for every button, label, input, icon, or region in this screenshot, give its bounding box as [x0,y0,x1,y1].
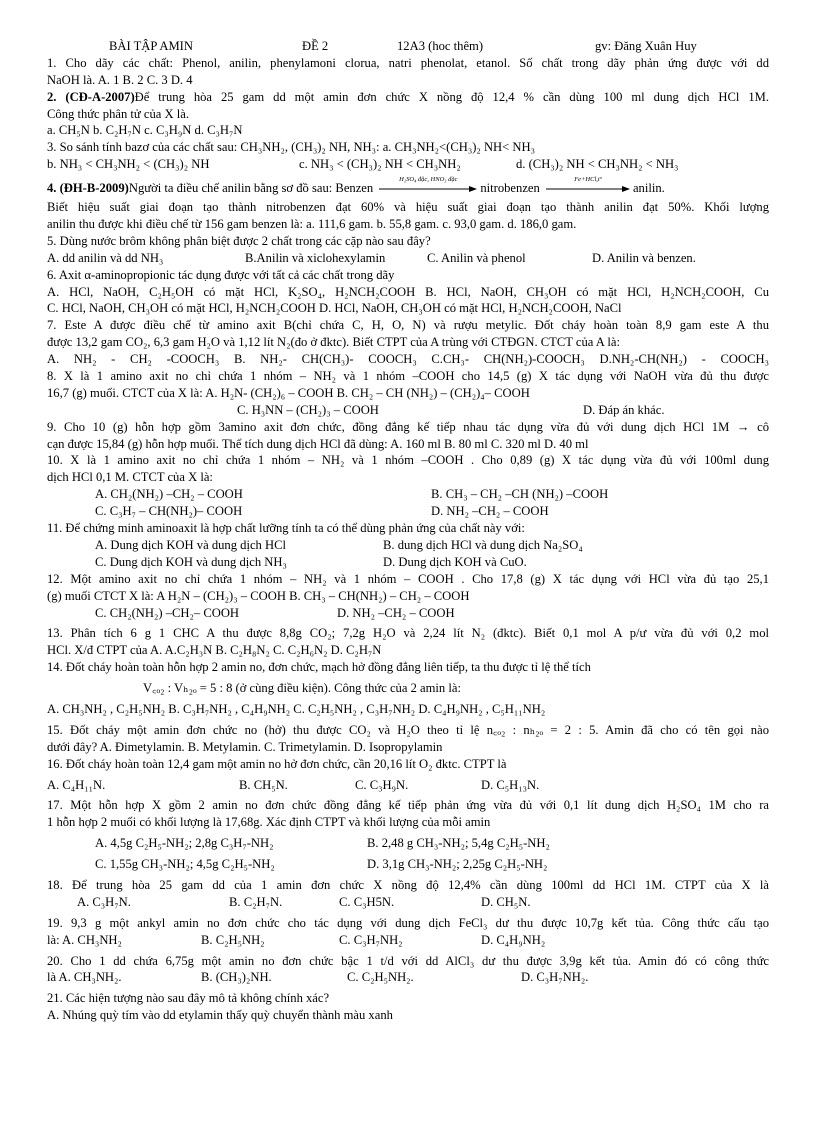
answer-option: C. C₃H₇ – CH(NH₂)– COOH [95,504,243,519]
answer-line: a. CH₅N b. C₂H₇N c. C₃H₉N d. C₃H₇N [47,123,243,138]
question-line: 17. Một hỗn hợp X gồm 2 amin no đơn chức đồng đẳng kế tiếp phản ứng vừa đủ với 0,1 lít dung dịch H₂SO₄ 1M cho ra [47,798,769,813]
exam-source-tag: 4. (ĐH-B-2009) [47,181,129,196]
answer-line [47,156,769,173]
question-line: 10. X là 1 amino axit no chỉ chứa 1 nhóm – NH₂ và 1 nhóm –COOH . Cho 0,89 (g) X tác dụng vừa đủ với 100ml dung [47,453,769,468]
exam-source-tag: 2. (CĐ-A-2007) [47,89,135,104]
question-line: V꜀ₒ₂ : Vₕ₂ₒ = 5 : 8 (ở cùng điều kiện). Công thức của 2 amin là: [143,681,461,696]
question-line: 8. X là 1 amino axit no chỉ chứa 1 nhóm – NH₂ và 1 nhóm –COOH cho 14,5 (g) X tác dụng với NaOH vừa đủ thu được [47,369,769,384]
answer-line: A. Nhúng quỳ tím vào dd etylamin thấy quỳ chuyển thành màu xanh [47,1008,393,1023]
answer-option: A. C₄H₁₁N. [47,777,106,792]
answer-option: B. 2,48 g CH₃-NH₂; 5,4g C₂H₅-NH₂ [367,836,550,851]
answer-line [47,856,769,873]
reaction-product: nitrobenzen [480,181,540,196]
answer-option: A. 4,5g C₂H₅-NH₂; 2,8g C₃H₇-NH₂ [95,836,274,851]
question-line: 6. Axit α-aminopropionic tác dụng được với tất cả các chất trong dãy [47,267,395,282]
answer-option: D. NH₂ –CH₂ – COOH [431,504,549,519]
answer-option: B. CH₅N. [239,777,288,792]
answer-line: A. CH₃NH₂ , C₂H₅NH₂ B. C₃H₇NH₂ , C₄H₉NH₂ C. C₂H₅NH₂ , C₃H₇NH₂ D. C₄H₉NH₂ , C₅H₁₁NH₂ [47,701,546,716]
answer-option: D. C₅H₁₃N. [481,777,540,792]
answer-line: A. NH₂ - CH₂ -COOCH₃ B. NH₂- CH(CH₃)- COOCH₃ C.CH₃- CH(NH₂)-COOCH₃ D.NH₂-CH(NH₂) - COOCH₃ [47,352,769,367]
question-line: 11. Để chứng minh aminoaxit là hợp chất lưỡng tính ta có thể dùng phản ứng của chất này với: [47,521,525,536]
answer-option: là: A. CH₃NH₂ [47,932,122,947]
class-name: 12A3 (hoc thêm) [397,39,484,53]
answer-line [47,554,769,571]
answer-line: A. HCl, NaOH, C₂H₅OH có mặt HCl, K₂SO₄, H₂NCH₂COOH B. HCl, NaOH, CH₃OH có mặt HCl, H₂NCH₂COOH, Cu [47,284,769,299]
question-line: 15. Đốt cháy một amin đơn chức no (hở) thu được CO₂ và H₂O theo tỉ lệ n꜀ₒ₂ : nₕ₂ₒ = 2 : 5. Amin đã cho có tên gọi nào [47,722,769,737]
answer-option: B. C₂H₇N. [229,894,283,909]
answer-option: C. CH₂(NH₂) –CH₂– COOH [95,605,240,620]
worksheet-header [47,38,769,55]
answer-line [47,503,769,520]
question-line [47,177,769,199]
answer-option: C. C₂H₅NH₂. [347,970,414,985]
answer-option: C. C₃H5N. [339,894,395,909]
answer-line [47,969,769,986]
answer-option: B. C₂H₅NH₂ [201,932,265,947]
question-line [47,89,769,106]
answer-line [47,250,769,267]
answer-option: C. H₃NN – (CH₂)₃ – COOH [237,402,379,417]
answer-line [47,777,769,794]
worksheet-title: BÀI TẬP AMIN [109,39,193,53]
answer-option: C. Anilin và phenol [427,250,526,265]
answer-option: D. CH₅N. [481,894,531,909]
question-line: 16. Đốt cháy hoàn toàn 12,4 gam một amin no hở đơn chức, cần 20,16 lít O₂ đktc. CTPT là [47,756,507,771]
answer-option: B. dung dịch HCl và dung dịch Na₂SO₄ [383,537,583,552]
answer-option: C. Dung dịch KOH và dung dịch NH₃ [95,554,287,569]
question-line: 19. 9,3 g một ankyl amin no đơn chức cho tác dụng với dung dịch FeCl₃ dư thu được 10,7g kết tủa. Công thức cấu tạo [47,915,769,930]
question-line: anilin thu được khi điều chế từ 156 gam benzen là: a. 111,6 gam. b. 55,8 gam. c. 93,0 gam. d. 186,0 gam. [47,217,577,232]
question-text: Người ta điều chế anilin bằng sơ đồ sau: Benzen [128,181,374,196]
answer-line [47,835,769,852]
answer-option: A. dd anilin và dd NH₃ [47,250,164,265]
answer-line [47,402,769,419]
question-line: Công thức phân tử của X là. [47,106,190,121]
answer-line [47,537,769,554]
answer-option: D. Anilin và benzen. [592,250,696,265]
question-line: 14. Đốt cháy hoàn toàn hỗn hợp 2 amin no, đơn chức, mạch hở đồng đẳng liên tiếp, ta thu được tỉ lệ thể tích [47,660,591,675]
answer-option: D. 3,1g CH₃-NH₂; 2,25g C₂H₅-NH₂ [367,857,548,872]
question-line: 7. Este A được điều chế từ amino axit B(chỉ chứa C, H, O, N) và rượu metylic. Đốt cháy hoàn toàn 8,9 gam este A thu [47,318,769,333]
reaction-product: anilin. [632,181,665,196]
answer-option: D. C₃H₇NH₂. [521,970,589,985]
reaction-condition: Fe+HCl,tº [574,176,602,184]
answer-line: C. HCl, NaOH, CH₃OH có mặt HCl, H₂NCH₂COOH D. HCl, NaOH, CH₃OH có mặt HCl, H₂NCH₂COOH, NaCl [47,301,622,316]
answer-line [47,894,769,911]
answer-line: HCl. X/đ CTPT của A. A.C₂H₃N B. C₂H₈N₂ C. C₂H₆N₂ D. C₂H₇N [47,643,382,658]
reaction-arrow [546,176,630,193]
question-line: 12. Một amino axit no chỉ chứa 1 nhóm – NH₂ và 1 nhóm – COOH . Cho 17,8 (g) X tác dụng với HCl vừa đủ tạo 25,1 [47,571,769,586]
question-line: dịch HCl 0,1 M. CTCT của X là: [47,470,213,485]
answer-line [47,605,769,622]
answer-option: C. C₃H₇NH₂ [339,932,403,947]
answer-option: B. CH₃ – CH₂ –CH (NH₂) –COOH [431,487,609,502]
question-line: 20. Cho 1 dd chứa 6,75g một amin no đơn chức bậc 1 t/d với dd AlCl₃ dư thu được 3,9g kết tủa. Amin đó có công thức [47,953,769,968]
question-line: 21. Các hiện tượng nào sau đây mô tả không chính xác? [47,991,330,1006]
answer-line [47,932,769,949]
answer-option: D. NH₂ –CH₂ – COOH [337,605,455,620]
answer-option: b. NH₃ < CH₃NH₂ < (CH₃)₂ NH [47,157,210,172]
question-line: 13. Phân tích 6 g 1 CHC A thu được 8,8g CO₂; 7,2g H₂O và 2,24 lít N₂ (đktc). Biết 0,1 mol A p/ư vừa đủ với 0,2 mol [47,626,769,641]
answer-option: D. Dung dịch KOH và CuO. [383,554,527,569]
answer-option: C. 1,55g CH₃-NH₂; 4,5g C₂H₅-NH₂ [95,857,275,872]
answer-option: B. (CH₃)₂NH. [201,970,272,985]
answer-option: A. Dung dịch KOH và dung dịch HCl [95,537,286,552]
answer-option: c. NH₃ < (CH₃)₂ NH < CH₃NH₂ [299,157,461,172]
answer-option: D. Đáp án khác. [583,402,665,417]
question-line: cạn được 15,84 (g) hỗn hợp muối. Thể tích dung dịch HCl đã dùng: A. 160 ml B. 80 ml C. 320 ml D. 40 ml [47,436,589,451]
exam-number: ĐỀ 2 [302,39,329,53]
question-line: NaOH là. A. 1 B. 2 C. 3 D. 4 [47,72,193,87]
answer-line: 16,7 (g) muối. CTCT của X là: A. H₂N- (CH₂)₆ – COOH B. CH₂ – CH (NH₂) – (CH₂)₄– COOH [47,385,530,400]
answer-line: (g) muối CTCT X là: A H₂N – (CH₂)₃ – COOH B. CH₃ – CH(NH₂) – CH₂ – COOH [47,588,470,603]
question-line: 1. Cho dãy các chất: Phenol, anilin, phenylamoni clorua, natri phenolat, etanol. Số chất trong dãy phản ứng được với dd [47,55,769,70]
answer-option: A. C₃H₇N. [77,894,131,909]
reaction-condition: H₂SO₄ đặc, HNO₃ đặc [399,176,458,184]
question-line: 18. Để trung hòa 25 gam dd của 1 amin đơn chức X nồng độ 12,4% cần dùng 100ml dd HCl 1M. CTPT của X là [47,877,769,892]
question-line: được 13,2 gam CO₂, 6,3 gam H₂O và 1,12 lít N₂(đo ở đktc). Biết CTPT của A trùng với CTĐGN. CTCT của A là: [47,335,620,350]
question-line: 1 hỗn hợp 2 muối có khối lượng là 17,68g. Xác định CTPT và khối lượng của mỗi amin [47,815,491,830]
reaction-arrow [379,176,477,193]
answer-option: C. C₃H₉N. [355,777,409,792]
question-line: Biết hiệu suất giai đoạn tạo thành nitrobenzen đạt 60% và hiệu suất giai đoạn tạo thành anilin đạt 50%. Khối lượng [47,200,769,215]
question-line: 9. Cho 10 (g) hỗn hợp gồm 3amino axit đơn chức, đồng đẳng kế tiếp nhau tác dụng vừa đủ với dung dịch HCl 1M → cô [47,419,769,434]
answer-line [47,486,769,503]
answer-option: là A. CH₃NH₂. [47,970,122,985]
answer-option: d. (CH₃)₂ NH < CH₃NH₂ < NH₃ [516,157,679,172]
answer-option: A. CH₂(NH₂) –CH₂ – COOH [95,487,243,502]
question-line: 5. Dùng nước brôm không phân biệt được 2 chất trong các cặp nào sau đây? [47,233,431,248]
answer-option: B.Anilin và xiclohexylamin [245,250,386,265]
teacher-name: gv: Đăng Xuân Huy [595,39,697,53]
answer-line: dưới đây? A. Đimetylamin. B. Metylamin. C. Trimetylamin. D. Isopropylamin [47,739,443,754]
question-line: 3. So sánh tính bazơ của các chất sau: CH₃NH₂, (CH₃)₂ NH, NH₃: a. CH₃NH₂<(CH₃)₂ NH< NH₃ [47,140,535,155]
question-text: Để trung hòa 25 gam dd một amin đơn chức X nồng độ 12,4 % cần dùng 100 ml dung dịch HCl 1M. [134,89,769,104]
answer-option: D. C₄H₉NH₂ [481,932,546,947]
worksheet-page [47,38,769,1024]
